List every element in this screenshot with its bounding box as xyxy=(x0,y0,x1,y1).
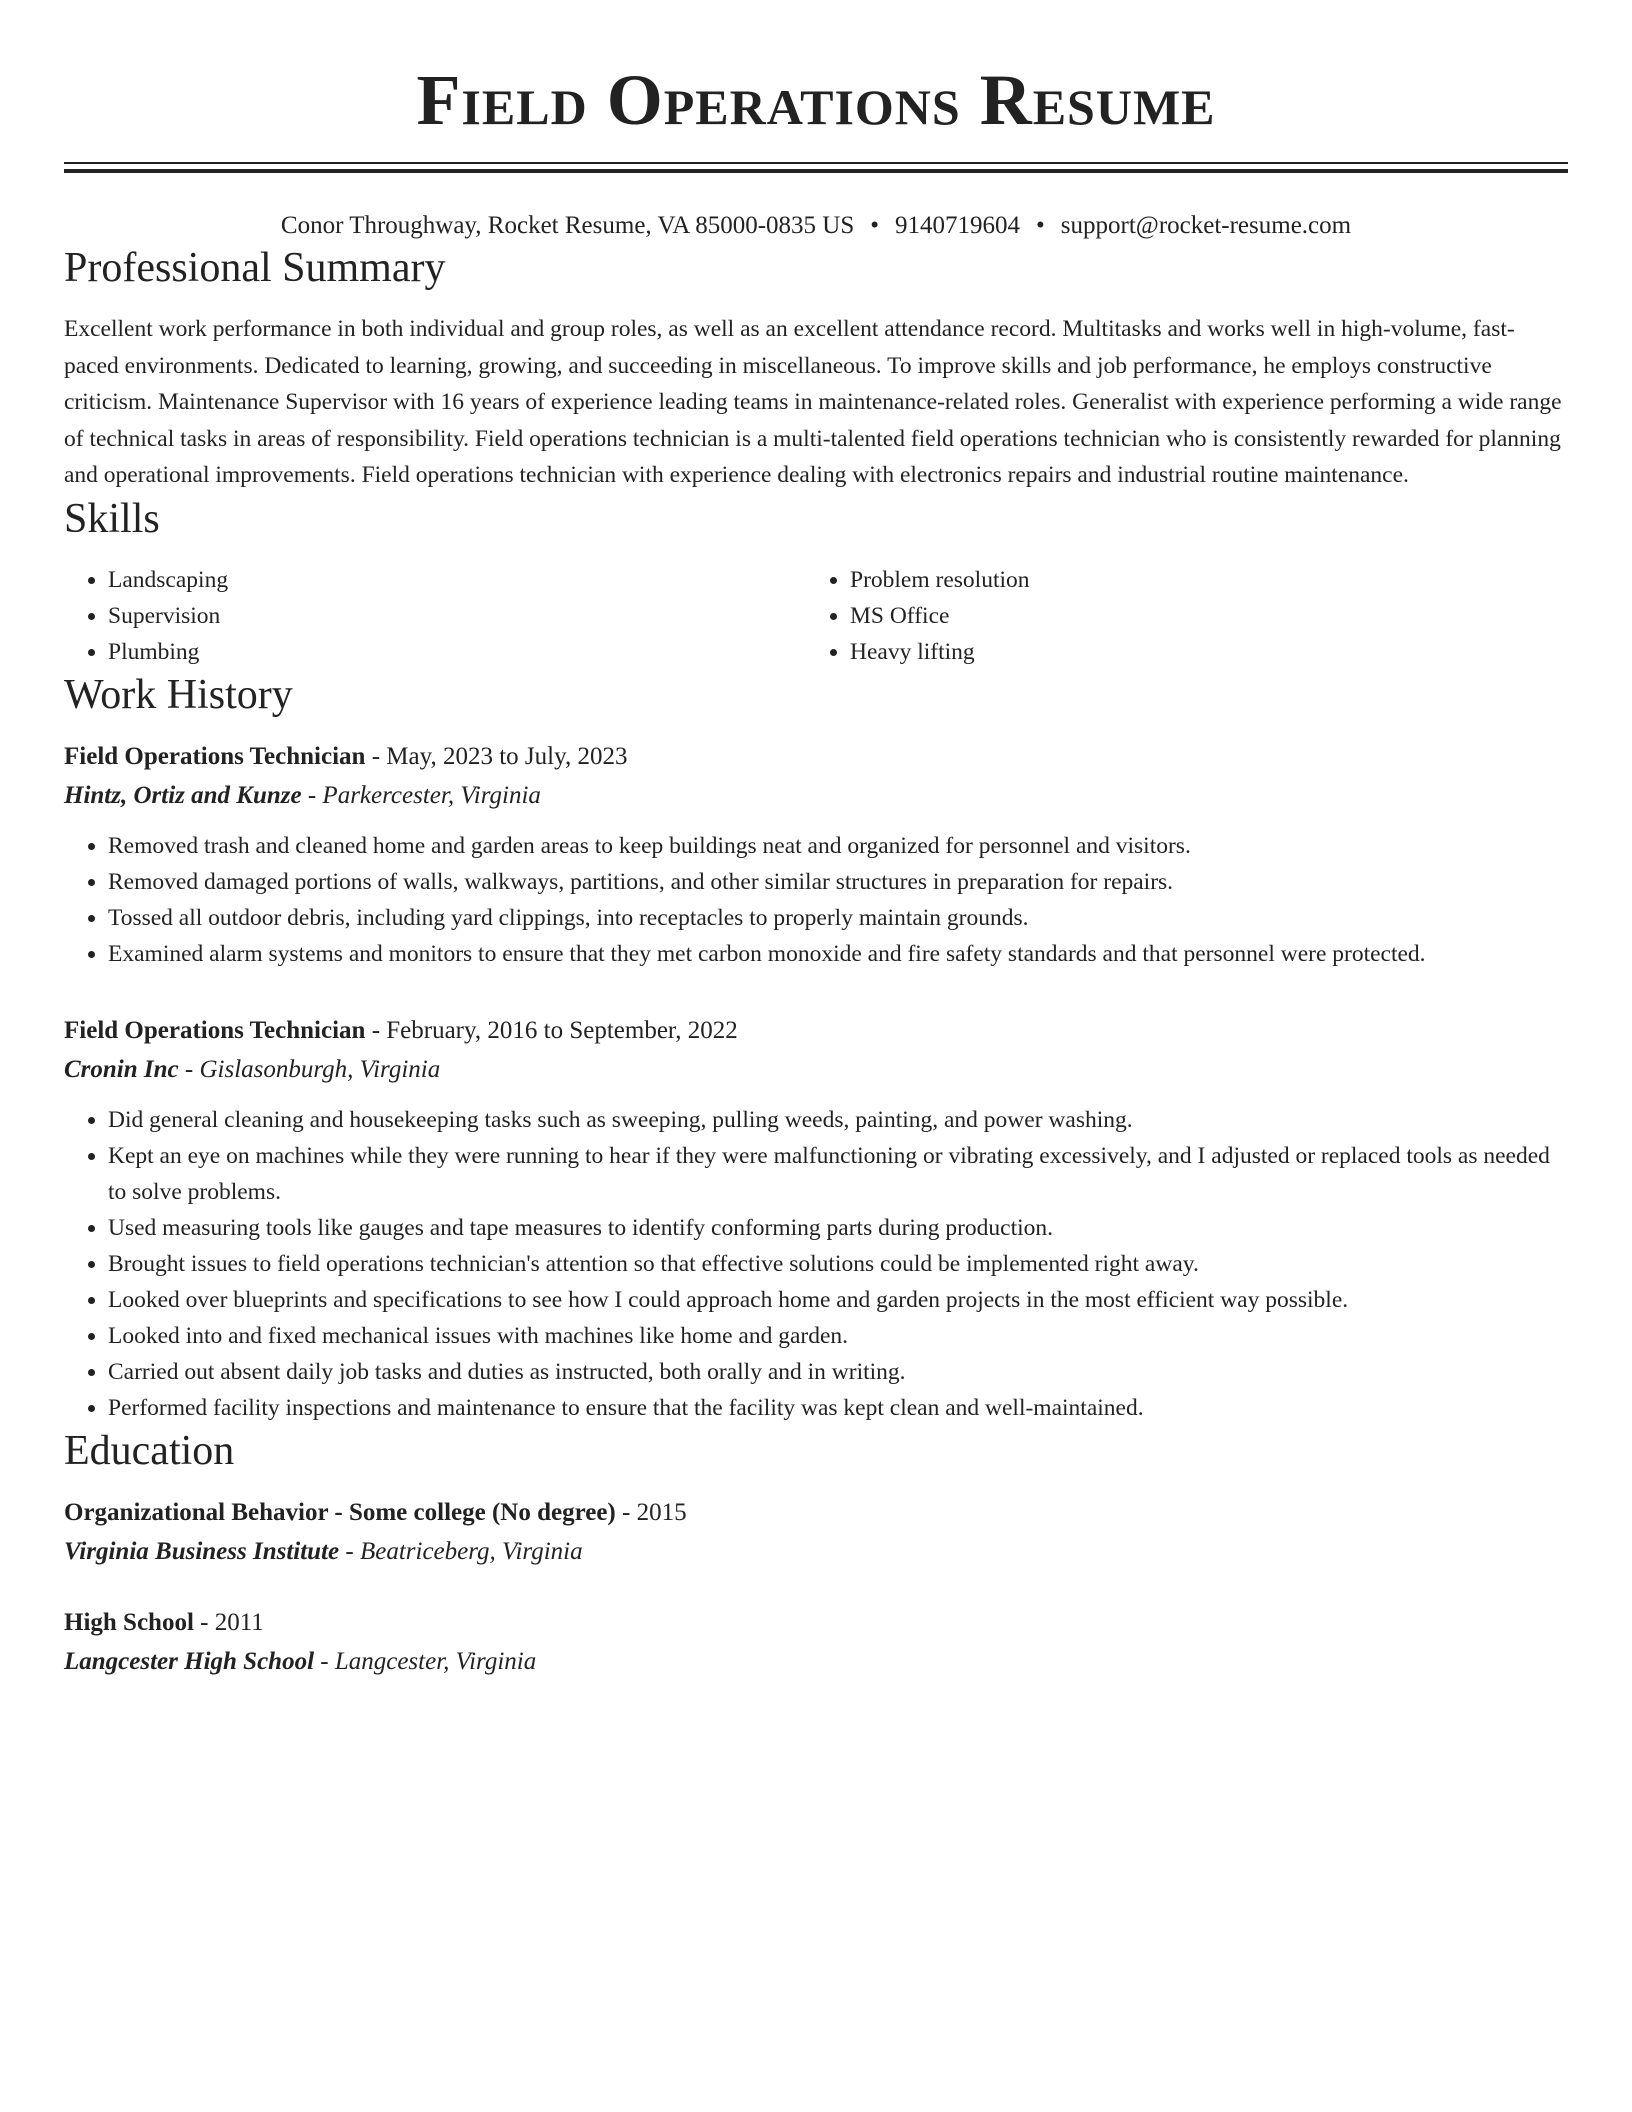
job-company: Hintz, Ortiz and Kunze xyxy=(64,781,302,809)
skills-list xyxy=(64,562,1568,670)
job-location: - Gislasonburgh, Virginia xyxy=(178,1055,441,1083)
skill-item: • Supervision xyxy=(108,598,806,634)
job-dates: - May, 2023 to July, 2023 xyxy=(365,742,628,770)
job-entry xyxy=(64,1012,1568,1426)
job-duties xyxy=(64,1102,1568,1426)
skills-heading: Skills xyxy=(64,495,160,542)
summary-heading: Professional Summary xyxy=(64,245,446,291)
job-employer xyxy=(64,776,1568,816)
job-title: Field Operations Technician xyxy=(64,1016,366,1044)
contact-email: support@rocket-resume.com xyxy=(1060,212,1352,239)
education-entry xyxy=(64,1604,1568,1682)
education-location: - Langcester, Virginia xyxy=(314,1647,537,1675)
job-duty: • Carried out absent daily job tasks and duties as instructed, both orally and in writing. xyxy=(108,1354,1568,1390)
education-institution xyxy=(64,1532,1568,1572)
job-duty: • Examined alarm systems and monitors to ensure that they met carbon monoxide and fire safety standards and that personnel were protected. xyxy=(108,936,1568,972)
education-year: - 2015 xyxy=(615,1498,687,1526)
job-location: - Parkercester, Virginia xyxy=(301,781,541,809)
education-header xyxy=(64,1494,1568,1532)
job-duty: • Used measuring tools like gauges and tape measures to identify conforming parts during production. xyxy=(108,1210,1568,1246)
job-dates: - February, 2016 to September, 2022 xyxy=(365,1016,738,1044)
job-entry xyxy=(64,738,1568,972)
education-location: - Beatriceberg, Virginia xyxy=(339,1537,583,1565)
job-duty: • Kept an eye on machines while they were running to hear if they were malfunctioning or vibrating excessively, and I adjusted or replaced tools as needed to solve problems. xyxy=(108,1138,1568,1210)
education-degree: High School xyxy=(64,1608,194,1636)
job-duty: • Did general cleaning and housekeeping tasks such as sweeping, pulling weeds, painting, and power washing. xyxy=(108,1102,1568,1138)
skills-column-right xyxy=(806,562,1548,670)
skill-item: • Heavy lifting xyxy=(850,634,1548,670)
skill-item: • Landscaping xyxy=(108,562,806,598)
job-duty: • Looked over blueprints and specifications to see how I could approach home and garden projects in the most efficient way possible. xyxy=(108,1282,1568,1318)
education-degree: Organizational Behavior - Some college (No degree) xyxy=(64,1498,616,1526)
skill-item: • Plumbing xyxy=(108,634,806,670)
education-school: Langcester High School xyxy=(64,1647,315,1675)
education-school: Virginia Business Institute xyxy=(64,1537,340,1565)
job-header xyxy=(64,1012,1568,1050)
job-duty: • Performed facility inspections and maintenance to ensure that the facility was kept clean and well-maintained. xyxy=(108,1390,1568,1426)
contact-address: Conor Throughway, Rocket Resume, VA 85000-0835 US xyxy=(280,212,855,239)
title-divider xyxy=(64,162,1568,173)
skills-column-left xyxy=(64,562,806,670)
contact-separator: • xyxy=(870,212,880,239)
summary-text: Excellent work performance in both individual and group roles, as well as an excellent attendance record. Multitasks and works well in high-volume, fast-paced environments. Dedicated to learning, growing, and succeeding in miscellaneous. To improve skills and job performance, he employs constructive criticism. Maintenance Supervisor with 16 years of experience leading teams in maintenance-related roles. Generalist with experience performing a wide range of technical tasks in areas of responsibility. Field operations technician is a multi-talented field operations technician who is consistently rewarded for planning and operational improvements. Field operations technician with experience dealing with electronics repairs and industrial routine maintenance. xyxy=(64,316,1562,488)
job-header xyxy=(64,738,1568,776)
job-company: Cronin Inc xyxy=(64,1055,179,1083)
education-year: - 2011 xyxy=(193,1608,264,1636)
job-title: Field Operations Technician xyxy=(64,742,366,770)
job-duties xyxy=(64,828,1568,972)
skill-item: • Problem resolution xyxy=(850,562,1548,598)
job-employer xyxy=(64,1050,1568,1090)
skill-item: • MS Office xyxy=(850,598,1548,634)
resume-title: Field Operations Resume xyxy=(416,60,1216,140)
contact-separator: • xyxy=(1036,212,1045,239)
job-duty: • Removed trash and cleaned home and garden areas to keep buildings neat and organized for personnel and visitors. xyxy=(108,828,1568,864)
contact-phone: 9140719604 xyxy=(895,212,1021,239)
education-institution xyxy=(64,1642,1568,1682)
work-history-heading: Work History xyxy=(64,671,293,718)
education-entry xyxy=(64,1494,1568,1572)
education-heading: Education xyxy=(64,1427,235,1474)
education-header xyxy=(64,1604,1568,1642)
job-duty: • Removed damaged portions of walls, walkways, partitions, and other similar structures in preparation for repairs. xyxy=(108,864,1568,900)
job-duty: • Brought issues to field operations technician's attention so that effective solutions could be implemented right away. xyxy=(108,1246,1568,1282)
contact-line xyxy=(64,209,1568,243)
job-duty: • Tossed all outdoor debris, including yard clippings, into receptacles to properly maintain grounds. xyxy=(108,900,1568,936)
job-duty: • Looked into and fixed mechanical issues with machines like home and garden. xyxy=(108,1318,1568,1354)
